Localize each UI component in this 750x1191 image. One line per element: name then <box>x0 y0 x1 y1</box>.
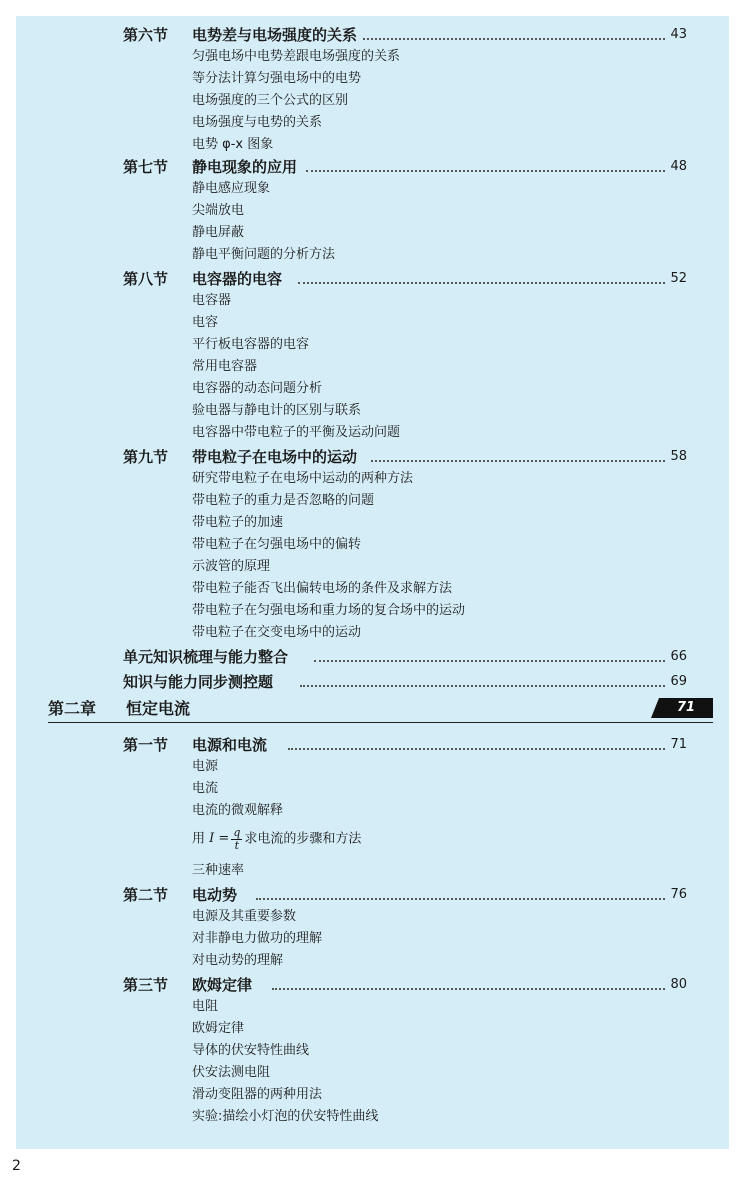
unit-summary-title: 单元知识梳理与能力整合 <box>123 646 292 668</box>
section-label: 第二节 <box>123 886 169 904</box>
section-label: 第一节 <box>123 736 169 754</box>
leader-dots <box>272 988 681 990</box>
toc-section-7[interactable] <box>16 156 729 178</box>
toc-item[interactable]: 示波管的原理 <box>192 559 271 574</box>
toc-item[interactable]: 对非静电力做功的理解 <box>192 931 323 946</box>
chapter-2-header[interactable] <box>48 698 713 723</box>
section-label: 第三节 <box>123 976 169 994</box>
page-number-footer: 2 <box>12 1158 21 1174</box>
toc-item[interactable]: 电容器 <box>192 293 232 308</box>
formula-prefix: 用 <box>192 831 206 847</box>
page-number: 76 <box>666 884 687 906</box>
toc-unit-summary[interactable] <box>16 646 729 668</box>
toc-item[interactable]: 电场强度与电势的关系 <box>192 115 323 130</box>
leader-dots <box>300 685 681 687</box>
toc-item[interactable]: 电场强度的三个公式的区别 <box>192 93 349 108</box>
formula-lhs: I = <box>209 831 230 846</box>
toc-item[interactable]: 带电粒子在匀强电场和重力场的复合场中的运动 <box>192 603 466 618</box>
page-number: 66 <box>666 646 687 668</box>
toc-item[interactable]: 电容器的动态问题分析 <box>192 381 323 396</box>
toc-item[interactable]: 匀强电场中电势差跟电场强度的关系 <box>192 49 401 64</box>
toc-ch2-section-3[interactable] <box>16 974 729 996</box>
leader-dots <box>314 660 681 662</box>
section-title: 静电现象的应用 <box>192 156 301 178</box>
page-number: 58 <box>666 446 687 468</box>
toc-item[interactable]: 电流的微观解释 <box>192 803 284 818</box>
fraction-numerator: q <box>233 825 241 839</box>
section-label: 第八节 <box>123 270 169 288</box>
toc-item[interactable]: 静电感应现象 <box>192 181 271 196</box>
toc-item[interactable]: 带电粒子在交变电场中的运动 <box>192 625 362 640</box>
toc-item-formula[interactable] <box>192 826 361 853</box>
section-title: 带电粒子在电场中的运动 <box>192 446 361 468</box>
page-number: 71 <box>666 734 687 756</box>
page-number: 48 <box>666 156 687 178</box>
toc-item[interactable]: 静电屏蔽 <box>192 225 245 240</box>
formula-suffix: 求电流的步骤和方法 <box>244 831 362 847</box>
leader-dots <box>371 460 681 462</box>
toc-item[interactable]: 电源 <box>192 759 219 774</box>
leader-dots <box>256 898 681 900</box>
page-number: 80 <box>666 974 687 996</box>
fraction-denominator: t <box>234 838 240 852</box>
toc-unit-test[interactable] <box>16 671 729 693</box>
section-label: 第六节 <box>123 26 169 44</box>
toc-item[interactable]: 常用电容器 <box>192 359 258 374</box>
toc-section-6[interactable] <box>16 24 729 46</box>
section-title: 电动势 <box>192 884 241 906</box>
toc-item[interactable]: 滑动变阻器的两种用法 <box>192 1087 323 1102</box>
section-title: 电源和电流 <box>192 734 271 756</box>
toc-ch2-section-2[interactable] <box>16 884 729 906</box>
toc-panel <box>16 16 729 1149</box>
toc-item[interactable]: 平行板电容器的电容 <box>192 337 310 352</box>
leader-dots <box>306 170 681 172</box>
chapter-title: 恒定电流 <box>126 699 191 718</box>
toc-item[interactable]: 带电粒子能否飞出偏转电场的条件及求解方法 <box>192 581 453 596</box>
toc-item[interactable]: 三种速率 <box>192 863 245 878</box>
section-title: 电容器的电容 <box>192 268 286 290</box>
toc-item[interactable]: 电容 <box>192 315 219 330</box>
section-label: 第七节 <box>123 158 169 176</box>
toc-section-8[interactable] <box>16 268 729 290</box>
toc-item[interactable]: 电阻 <box>192 999 219 1014</box>
toc-item[interactable]: 电源及其重要参数 <box>192 909 297 924</box>
toc-item[interactable]: 尖端放电 <box>192 203 245 218</box>
toc-item[interactable]: 欧姆定律 <box>192 1021 245 1036</box>
toc-item[interactable]: 等分法计算匀强电场中的电势 <box>192 71 362 86</box>
toc-item[interactable]: 验电器与静电计的区别与联系 <box>192 403 362 418</box>
section-label: 第九节 <box>123 448 169 466</box>
leader-dots <box>298 282 681 284</box>
toc-item[interactable]: 电势 φ-x 图象 <box>192 137 274 152</box>
formula-fraction <box>231 827 242 852</box>
toc-item[interactable]: 带电粒子的重力是否忽略的问题 <box>192 493 375 508</box>
page-number: 69 <box>666 671 687 693</box>
toc-item[interactable]: 导体的伏安特性曲线 <box>192 1043 310 1058</box>
chapter-page-badge: 71 <box>659 698 713 718</box>
toc-item[interactable]: 研究带电粒子在电场中运动的两种方法 <box>192 471 414 486</box>
toc-item[interactable]: 伏安法测电阻 <box>192 1065 271 1080</box>
chapter-label: 第二章 <box>48 699 97 718</box>
section-title: 欧姆定律 <box>192 974 256 996</box>
toc-item[interactable]: 电流 <box>192 781 219 796</box>
unit-test-title: 知识与能力同步测控题 <box>123 671 277 693</box>
leader-dots <box>288 748 681 750</box>
toc-item[interactable]: 静电平衡问题的分析方法 <box>192 247 336 262</box>
toc-ch2-section-1[interactable] <box>16 734 729 756</box>
page-number: 43 <box>666 24 687 46</box>
toc-item[interactable]: 带电粒子在匀强电场中的偏转 <box>192 537 362 552</box>
page-number: 52 <box>666 268 687 290</box>
toc-item[interactable]: 电容器中带电粒子的平衡及运动问题 <box>192 425 401 440</box>
toc-item[interactable]: 带电粒子的加速 <box>192 515 284 530</box>
toc-item[interactable]: 对电动势的理解 <box>192 953 284 968</box>
toc-section-9[interactable] <box>16 446 729 468</box>
leader-dots <box>356 38 681 40</box>
toc-item[interactable]: 实验:描绘小灯泡的伏安特性曲线 <box>192 1109 379 1124</box>
section-title: 电势差与电场强度的关系 <box>192 24 361 46</box>
